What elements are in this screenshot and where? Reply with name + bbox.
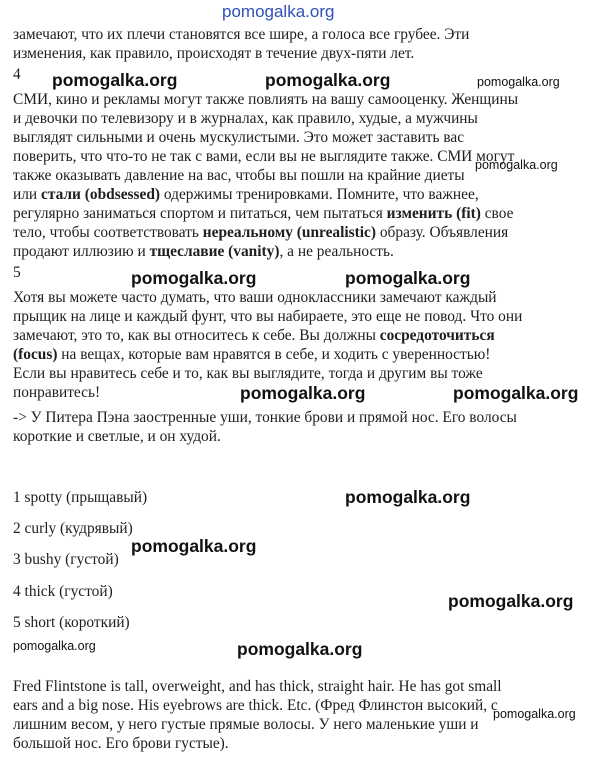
section-5-line-3 [13,326,495,345]
watermark: pomogalka.org [237,639,363,659]
watermark: pomogalka.org [265,70,391,90]
text-run: , а не реальность. [279,243,394,260]
final-para-line-4: большой нос. Его брови густые). [13,735,229,752]
bold-term: сосредоточиться [379,327,495,344]
watermark: pomogalka.org [131,268,257,288]
watermark: pomogalka.org [345,487,471,507]
watermark: pomogalka.org [345,268,471,288]
bold-term: нереальному (unrealistic) [202,224,376,241]
final-para-line-3: лишним весом, у него густые прямые волосы. У него маленькие уши и [13,716,479,733]
word-list-item-3: 3 bushy (густой) [13,551,119,568]
final-para-line-2: ears and a big nose. His eyebrows are thick. Etc. (Фред Флинстон высокий, с [13,697,498,714]
section-4-line-8 [13,223,508,242]
text-run: тело, чтобы соответствовать [13,224,203,241]
word-list-item-4: 4 thick (густой) [13,583,113,600]
watermark: pomogalka.org [52,70,178,90]
text-run: или [13,186,42,203]
section-4-line-9 [13,242,394,261]
section-5-line-1: Хотя вы можете часто думать, что ваши одноклассники замечают каждый [13,289,497,306]
section-5-line-4 [13,345,490,364]
section-4-line-5: также оказывать давление на вас, чтобы вы пошли на крайние диеты [13,167,465,184]
final-para-line-1: Fred Flintstone is tall, overweight, and has thick, straight hair. He has got small [13,678,502,695]
text-run: на вещах, которые вам нравятся в себе, и ходить с уверенностью! [57,346,491,363]
word-list-item-1: 1 spotty (прыщавый) [13,489,148,506]
watermark: pomogalka.org [475,158,558,172]
section-5-number: 5 [13,264,21,281]
section-5-line-2: прыщик на лице и каждый фунт, что вы набираете, это еще не повод. Что они [13,308,523,325]
bold-term: стали (obdsessed) [41,186,161,203]
word-list-item-2: 2 curly (кудрявый) [13,520,133,537]
watermark: pomogalka.org [131,536,257,556]
text-run: продают иллюзию и [13,243,150,260]
section-4-line-4: поверить, что что-то не так с вами, если вы не выглядите также. СМИ могут [13,148,515,165]
section-4-line-6 [13,185,479,204]
watermark: pomogalka.org [493,707,576,721]
watermark-top: pomogalka.org [222,2,335,21]
watermark: pomogalka.org [240,383,366,403]
section-5-line-7: -> У Питера Пэна заостренные уши, тонкие брови и прямой нос. Его волосы [13,409,517,426]
para-tail-line-2: изменения, как правило, происходят в течение двух-пяти лет. [13,45,415,62]
bold-term: тщеславие (vanity) [149,243,280,260]
section-4-line-2: и девочки по телевизору и в журналах, как правило, худые, а мужчины [13,110,478,127]
section-4-line-1: СМИ, кино и рекламы могут также повлиять на вашу самооценку. Женщины [13,91,519,108]
bold-term: изменить (fit) [386,205,481,222]
section-5-line-5: Если вы нравитесь себе и то, как вы выглядите, тогда и другим вы тоже [13,365,483,382]
section-4-line-7 [13,204,513,223]
section-5-line-8: короткие и светлые, и он худой. [13,428,221,445]
text-run: регулярно заниматься спортом и питаться, чем пытаться [13,205,387,222]
text-run: образу. Объявления [376,224,509,241]
text-run: замечают, это то, как вы относитесь к себе. Вы должны [13,327,380,344]
section-5-line-6: понравитесь! [13,384,101,401]
watermark: pomogalka.org [477,75,560,89]
text-run: одержимы тренировками. Помните, что важнее, [160,186,479,203]
word-list-item-5: 5 short (короткий) [13,614,130,631]
section-4-number: 4 [13,66,21,83]
watermark: pomogalka.org [453,383,579,403]
watermark: pomogalka.org [448,591,574,611]
watermark: pomogalka.org [13,639,96,653]
text-run: свое [480,205,514,222]
para-tail-line-1: замечают, что их плечи становятся все шире, а голоса все грубее. Эти [13,26,470,43]
section-4-line-3: выглядят сильными и очень мускулистыми. Это может заставить вас [13,129,465,146]
bold-term: (focus) [13,346,58,363]
